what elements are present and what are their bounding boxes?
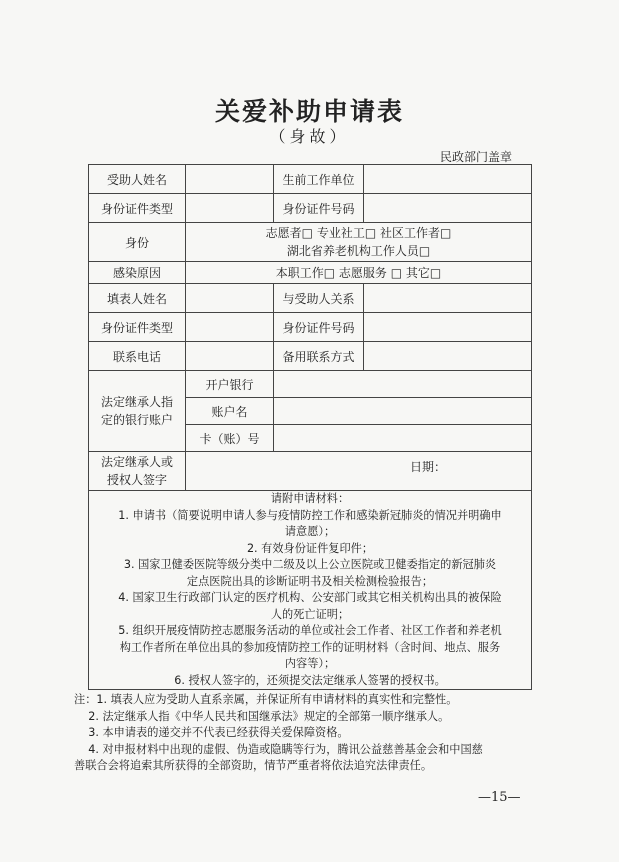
field-filler-id-number[interactable] bbox=[364, 313, 532, 342]
page-title: 关爱补助申请表 bbox=[214, 97, 404, 126]
label-identity: 身份 bbox=[89, 223, 186, 262]
form-row-contact bbox=[89, 342, 532, 371]
form-row-identity bbox=[89, 223, 532, 262]
label-bank-account: 法定继承人指 定的银行账户 bbox=[89, 371, 186, 452]
label-filler-id-number: 身份证件号码 bbox=[274, 313, 364, 342]
materials-line: 2. 有效身份证件复印件； bbox=[246, 541, 374, 555]
label-infection-cause: 感染原因 bbox=[89, 262, 186, 284]
field-id-number[interactable] bbox=[364, 194, 532, 223]
field-id-type[interactable] bbox=[186, 194, 274, 223]
field-account-name[interactable] bbox=[274, 398, 532, 425]
field-recipient-name[interactable] bbox=[186, 165, 274, 194]
note-line: 3. 本申请表的递交并不代表已经获得关爱保障资格。 bbox=[74, 726, 349, 739]
note-line: 4. 对申报材料中出现的虚假、伪造或隐瞒等行为，腾讯公益慈善基金会和中国慈 bbox=[74, 742, 483, 756]
field-filler-name[interactable] bbox=[186, 284, 274, 313]
label-filler-name: 填表人姓名 bbox=[89, 284, 186, 313]
label-signature: 法定继承人或 授权人签字 bbox=[89, 452, 186, 491]
materials-line: 请附申请材料： bbox=[270, 492, 350, 505]
materials-line: 请意愿）； bbox=[284, 525, 336, 538]
label-bank-name: 开户银行 bbox=[186, 371, 274, 398]
note-line: 善联合会将追索其所获得的全部资助，情节严重者将依法追究法律责任。 bbox=[74, 759, 433, 772]
label-work-unit: 生前工作单位 bbox=[274, 165, 364, 194]
label-phone: 联系电话 bbox=[89, 342, 186, 371]
label-alt-contact: 备用联系方式 bbox=[274, 342, 364, 371]
field-alt-contact[interactable] bbox=[364, 342, 532, 371]
note-line: 2. 法定继承人指《中华人民共和国继承法》规定的全部第一顺序继承人。 bbox=[74, 709, 450, 723]
form-row-materials bbox=[89, 491, 532, 690]
materials-line: 人的死亡证明； bbox=[270, 607, 350, 621]
note-line: 注：1. 填表人应为受助人直系亲属，并保证所有申请材料的真实性和完整性。 bbox=[74, 693, 458, 706]
field-work-unit[interactable] bbox=[364, 165, 532, 194]
label-recipient-name: 受助人姓名 bbox=[89, 165, 186, 194]
field-phone[interactable] bbox=[186, 342, 274, 371]
page-number: —15— bbox=[478, 790, 521, 805]
materials-list bbox=[89, 491, 532, 690]
materials-line: 构工作者所在单位出具的参加疫情防控工作的证明材料（含时间、地点、服务 bbox=[119, 640, 501, 654]
form-row-filler-id bbox=[89, 313, 532, 342]
field-signature[interactable] bbox=[186, 452, 532, 491]
identity-options[interactable] bbox=[186, 223, 532, 262]
materials-line: 6. 授权人签字的，还须提交法定继承人签署的授权书。 bbox=[174, 673, 446, 687]
identity-line-2: 湖北省养老机构工作人员□ bbox=[286, 244, 431, 258]
signature-date-label: 日期： bbox=[409, 460, 446, 474]
materials-line: 3. 国家卫健委医院等级分类中二级及以上公立医院或卫健委指定的新冠肺炎 bbox=[123, 558, 497, 571]
form-row-filler bbox=[89, 284, 532, 313]
label-account-name: 账户名 bbox=[186, 398, 274, 425]
stamp-label: 民政部门盖章 bbox=[439, 150, 512, 164]
field-relationship[interactable] bbox=[364, 284, 532, 313]
form-row-signature bbox=[89, 452, 532, 491]
form-row-infection bbox=[89, 262, 532, 284]
label-id-type: 身份证件类型 bbox=[89, 194, 186, 223]
form-row-bank bbox=[89, 371, 532, 398]
materials-line: 4. 国家卫生行政部门认定的医疗机构、公安部门或其它相关机构出具的被保险 bbox=[118, 591, 502, 604]
form-row-recipient bbox=[89, 165, 532, 194]
label-card-number: 卡（账）号 bbox=[186, 425, 274, 452]
notes-section bbox=[74, 692, 544, 775]
application-form-table bbox=[88, 164, 532, 690]
infection-cause-options[interactable]: 本职工作□ 志愿服务 □ 其它□ bbox=[186, 262, 532, 284]
label-filler-id-type: 身份证件类型 bbox=[89, 313, 186, 342]
materials-line: 定点医院出具的诊断证明书及相关检测检验报告； bbox=[186, 574, 434, 588]
form-row-recipient-id bbox=[89, 194, 532, 223]
page-subtitle: （身故） bbox=[269, 127, 350, 146]
materials-line: 内容等）； bbox=[284, 657, 336, 670]
field-filler-id-type[interactable] bbox=[186, 313, 274, 342]
field-card-number[interactable] bbox=[274, 425, 532, 452]
label-relationship: 与受助人关系 bbox=[274, 284, 364, 313]
label-id-number: 身份证件号码 bbox=[274, 194, 364, 223]
materials-line: 5. 组织开展疫情防控志愿服务活动的单位或社会工作者、社区工作者和养老机 bbox=[118, 624, 502, 637]
field-bank-name[interactable] bbox=[274, 371, 532, 398]
materials-line: 1. 申请书（简要说明申请人参与疫情防控工作和感染新冠肺炎的情况并明确申 bbox=[118, 508, 502, 522]
identity-line-1: 志愿者□ 专业社工□ 社区工作者□ bbox=[265, 226, 452, 240]
